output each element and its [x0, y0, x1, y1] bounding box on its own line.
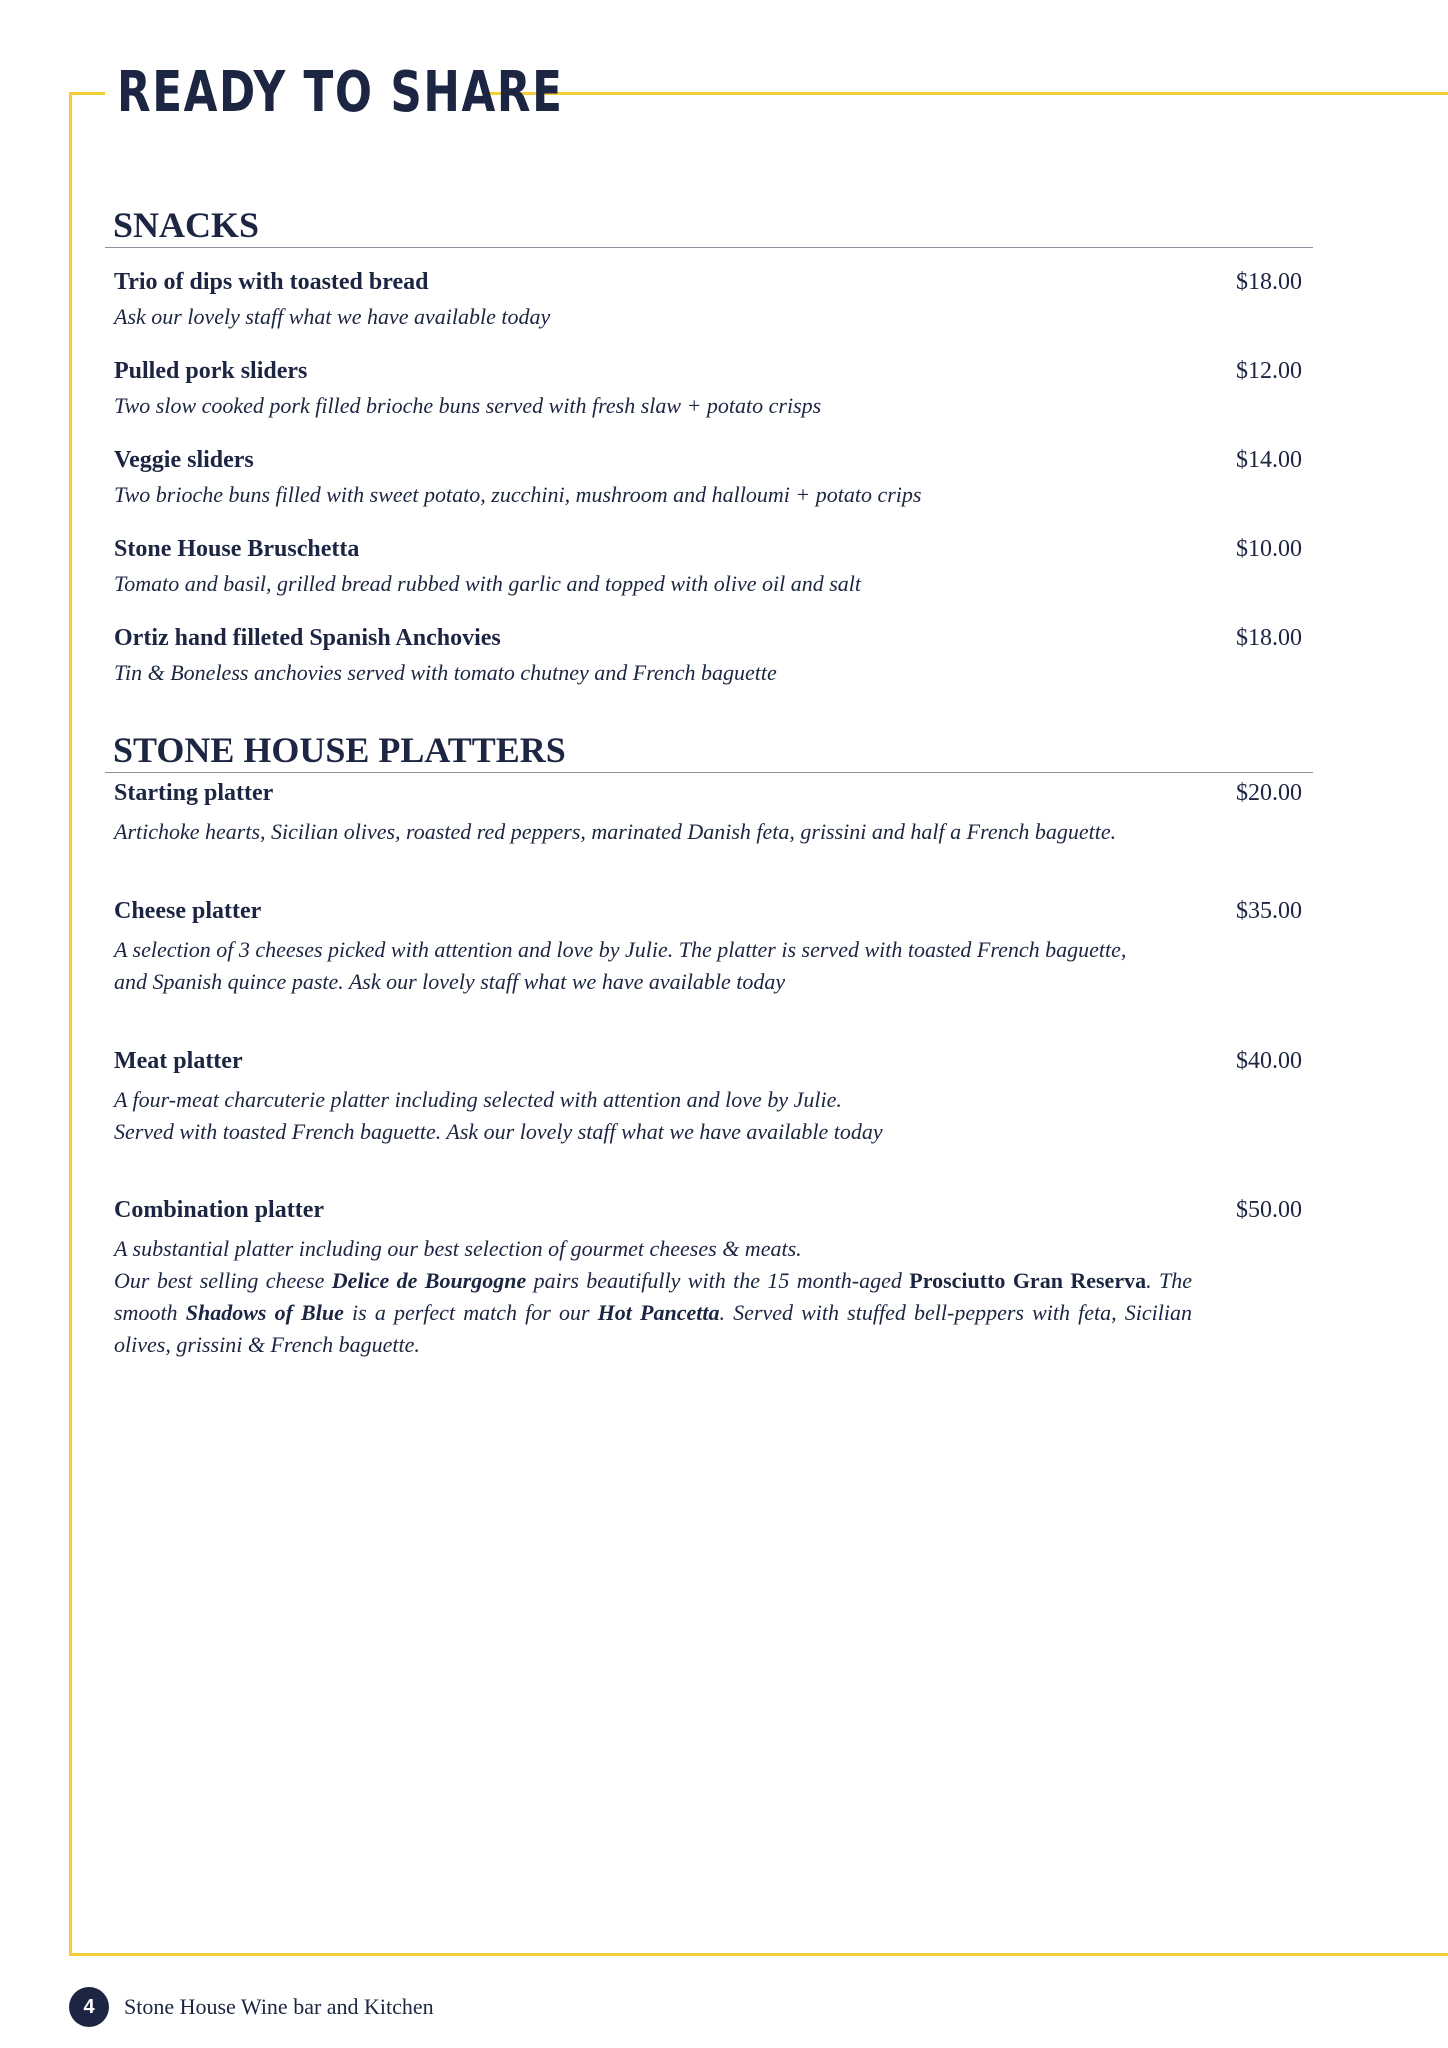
- item-description: [114, 1084, 1192, 1148]
- item-description: Two slow cooked pork filled brioche buns served with fresh slaw + potato crisps: [114, 393, 822, 418]
- item-price: $20.00: [1236, 780, 1302, 806]
- item-price: $12.00: [1236, 358, 1302, 384]
- description-text: . The smooth: [114, 1268, 1192, 1325]
- frame-line-top-left: [69, 92, 105, 95]
- menu-item: [114, 623, 1314, 689]
- featured-meat: Prosciutto Gran Reserva: [909, 1268, 1147, 1293]
- item-price: $50.00: [1236, 1197, 1302, 1223]
- item-description-line: A selection of 3 cheeses picked with attention and love by Julie. The platter is served with toasted French baguette,: [114, 937, 1127, 962]
- page-title: READY TO SHARE: [117, 60, 564, 125]
- platters-section: [105, 730, 1313, 773]
- section-divider: [105, 247, 1313, 248]
- snacks-section: [105, 205, 1313, 248]
- description-text: pairs beautifully with the 15 month-aged: [533, 1268, 902, 1293]
- description-text: is a perfect match for our: [352, 1300, 590, 1325]
- item-name: Ortiz hand filleted Spanish Anchovies: [114, 625, 501, 651]
- menu-item: [114, 1195, 1314, 1361]
- section-divider: [105, 772, 1313, 773]
- section-heading-snacks: SNACKS: [113, 205, 260, 245]
- item-name: Veggie sliders: [114, 447, 254, 473]
- frame-line-bottom: [69, 1953, 1448, 1956]
- item-description-line: [114, 1265, 1192, 1361]
- item-price: $18.00: [1236, 269, 1302, 295]
- menu-item: [114, 356, 1314, 422]
- item-name: Combination platter: [114, 1197, 324, 1223]
- item-description: Two brioche buns filled with sweet potato, zucchini, mushroom and halloumi + potato crips: [114, 482, 922, 507]
- item-name: Starting platter: [114, 780, 274, 806]
- featured-cheese: Shadows of Blue: [185, 1300, 344, 1325]
- menu-item: [114, 445, 1314, 511]
- item-name: Cheese platter: [114, 898, 262, 924]
- description-text: . Served with stuffed bell-peppers with feta, Sicilian olives, grissini & French baguette.: [114, 1300, 1193, 1357]
- item-name: Pulled pork sliders: [114, 358, 308, 384]
- footer-venue-name: Stone House Wine bar and Kitchen: [124, 1994, 434, 2019]
- frame-line-left: [69, 92, 72, 1956]
- item-description: Artichoke hearts, Sicilian olives, roasted red peppers, marinated Danish feta, grissini and half a French baguette.: [114, 819, 1117, 844]
- item-description: [114, 934, 1192, 998]
- item-description: Tomato and basil, grilled bread rubbed with garlic and topped with olive oil and salt: [114, 571, 861, 596]
- frame-line-top-right: [486, 92, 1448, 95]
- item-name: Trio of dips with toasted bread: [114, 269, 429, 295]
- item-description-line: and Spanish quince paste. Ask our lovely staff what we have available today: [114, 969, 786, 994]
- item-price: $14.00: [1236, 447, 1302, 473]
- menu-item: [114, 896, 1314, 998]
- item-description: Tin & Boneless anchovies served with tomato chutney and French baguette: [114, 660, 777, 685]
- featured-cheese: Delice de Bourgogne: [331, 1268, 527, 1293]
- item-description: Ask our lovely staff what we have available today: [114, 304, 551, 329]
- item-price: $18.00: [1236, 625, 1302, 651]
- page-number-badge: 4: [69, 1987, 109, 2027]
- featured-meat: Hot Pancetta: [597, 1300, 720, 1325]
- description-text: Our best selling cheese: [114, 1268, 325, 1293]
- item-name: Stone House Bruschetta: [114, 536, 360, 562]
- item-description-line: Served with toasted French baguette. Ask our lovely staff what we have available today: [114, 1119, 883, 1144]
- item-price: $35.00: [1236, 898, 1302, 924]
- menu-item: [114, 267, 1314, 333]
- item-name: Meat platter: [114, 1048, 243, 1074]
- item-description-line: A substantial platter including our best selection of gourmet cheeses & meats.: [114, 1236, 802, 1261]
- section-heading-platters: STONE HOUSE PLATTERS: [113, 730, 566, 770]
- item-description: [114, 1233, 1192, 1361]
- menu-item: [114, 778, 1314, 848]
- item-price: $10.00: [1236, 536, 1302, 562]
- menu-item: [114, 534, 1314, 600]
- item-price: $40.00: [1236, 1048, 1302, 1074]
- menu-item: [114, 1046, 1314, 1148]
- item-description-line: A four-meat charcuterie platter including selected with attention and love by Julie.: [114, 1087, 842, 1112]
